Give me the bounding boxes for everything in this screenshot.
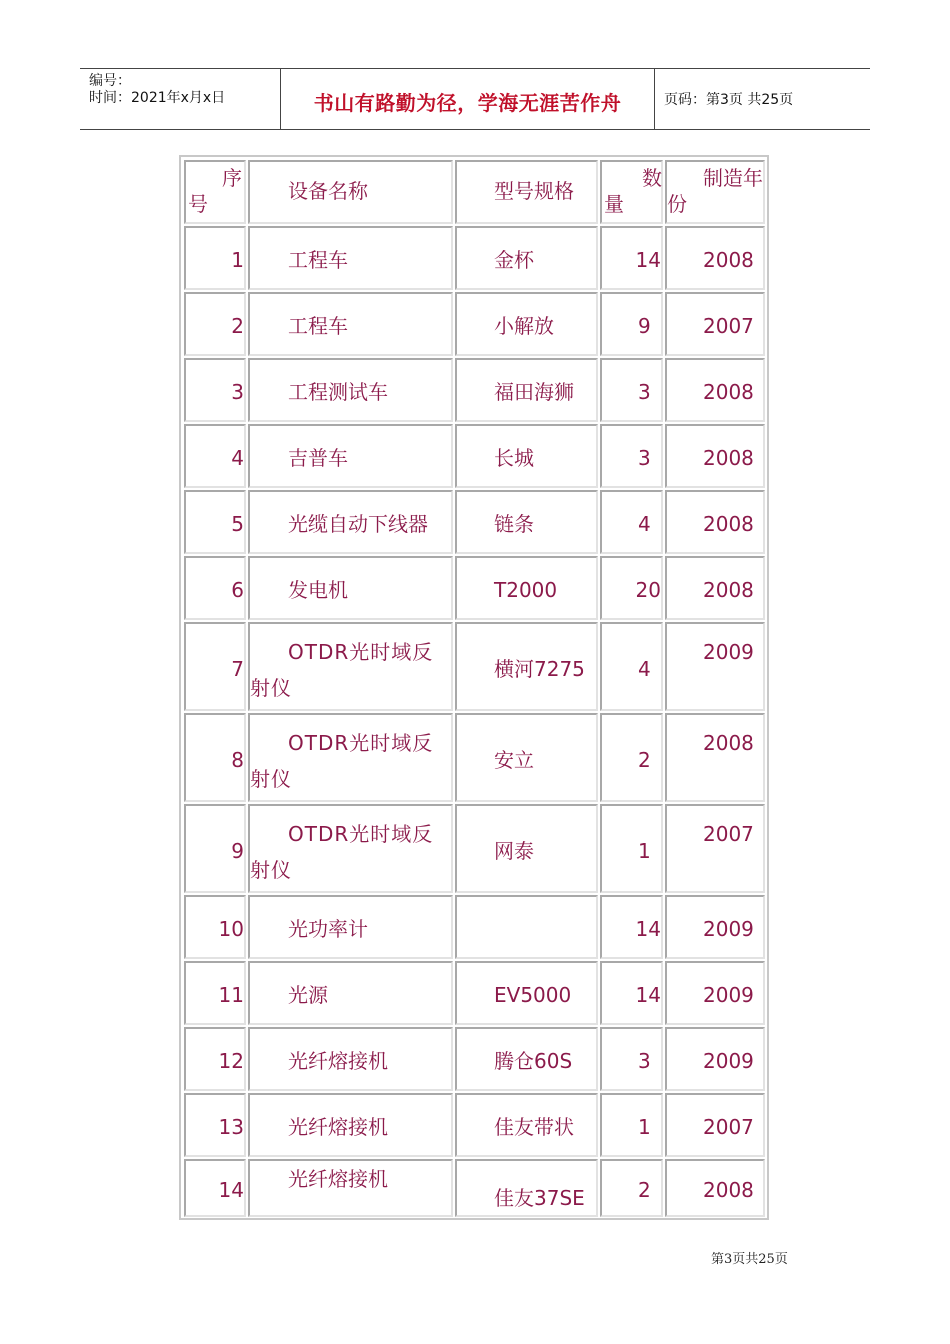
cell-text-model: EV5000 (494, 983, 572, 1007)
table-cell-no (184, 226, 246, 290)
footer-page-number: 第3页共25页 (711, 1252, 788, 1267)
table-cell-model (455, 961, 598, 1025)
cell-text-no: 2 (231, 314, 244, 338)
table-cell-year (665, 556, 765, 620)
table-cell-year (665, 895, 765, 959)
cell-text-model: 小解放 (494, 314, 554, 338)
table-cell-qty (600, 358, 663, 422)
table-cell-year (665, 713, 765, 802)
table-cell-name (248, 292, 453, 356)
cell-text-year: 2008 (703, 380, 754, 404)
table-cell-no (184, 622, 246, 711)
cell-text-no: 11 (218, 983, 244, 1007)
motto: 书山有路勤为径，学海无涯苦作舟 (313, 91, 622, 115)
table-cell-name (248, 424, 453, 488)
table-cell-no (184, 895, 246, 959)
table-cell-qty (600, 1159, 663, 1217)
cell-text-model: 佳友37SE (494, 1186, 585, 1210)
cell-text-year: 2008 (703, 731, 754, 755)
table-cell-model (455, 226, 598, 290)
table-cell-qty (600, 226, 663, 290)
table-cell-qty (600, 556, 663, 620)
cell-text-no: 7 (231, 657, 244, 681)
table-cell-qty (600, 961, 663, 1025)
cell-text-name: 光缆自动下线器 (288, 512, 428, 536)
header-cell (248, 160, 453, 224)
table-cell-name (248, 1159, 453, 1217)
cell-text-no: 8 (231, 748, 244, 772)
cell-text-no: 13 (218, 1115, 244, 1139)
cell-text-name: 工程车 (288, 314, 348, 338)
table-cell-year (665, 622, 765, 711)
table-cell-no (184, 961, 246, 1025)
table-cell-no (184, 490, 246, 554)
table-cell-model (455, 1027, 598, 1091)
table-cell-model (455, 292, 598, 356)
table-cell-model (455, 358, 598, 422)
cell-text-no: 3 (231, 380, 244, 404)
header-cell (184, 160, 246, 224)
column-header: 制造年份 (667, 166, 763, 216)
table-cell-qty (600, 895, 663, 959)
column-header: 设备名称 (288, 179, 368, 203)
table-cell-no (184, 1159, 246, 1217)
cell-text-model: 福田海狮 (494, 380, 574, 404)
column-header: 数量 (604, 166, 662, 216)
cell-text-year: 2008 (703, 1178, 754, 1202)
cell-text-model: 腾仓60S (494, 1049, 573, 1073)
header-cell (665, 160, 765, 224)
cell-text-name: 工程车 (288, 248, 348, 272)
cell-text-qty: 14 (635, 983, 661, 1007)
table-cell-year (665, 424, 765, 488)
table-cell-qty (600, 1027, 663, 1091)
table-cell-year (665, 358, 765, 422)
time-label: 时间：2021年x月x日 (89, 90, 226, 106)
table-cell-year (665, 292, 765, 356)
cell-text-year: 2009 (703, 1049, 754, 1073)
table-cell-name (248, 622, 453, 711)
cell-text-qty: 3 (638, 380, 651, 404)
table-cell-model (455, 622, 598, 711)
cell-text-model: 金杯 (494, 248, 534, 272)
table-cell-name (248, 490, 453, 554)
table-cell-year (665, 1159, 765, 1217)
table-cell-name (248, 1027, 453, 1091)
cell-text-model: 长城 (494, 446, 534, 470)
table-cell-name (248, 713, 453, 802)
table-cell-model (455, 1159, 598, 1217)
page-header (80, 68, 870, 130)
cell-text-year: 2008 (703, 248, 754, 272)
cell-text-no: 6 (231, 578, 244, 602)
cell-text-name: 光源 (288, 983, 328, 1007)
cell-text-model: 佳友带状 (494, 1115, 574, 1139)
cell-text-year: 2009 (703, 917, 754, 941)
table-cell-no (184, 292, 246, 356)
table-cell-name (248, 895, 453, 959)
cell-text-year: 2008 (703, 578, 754, 602)
cell-text-name: 工程测试车 (288, 380, 388, 404)
cell-text-year: 2007 (703, 1115, 754, 1139)
cell-text-name: 光纤熔接机 (288, 1115, 388, 1139)
cell-text-model: 网泰 (494, 839, 534, 863)
header-meta (80, 69, 281, 129)
table-cell-name (248, 358, 453, 422)
cell-text-no: 1 (231, 248, 244, 272)
cell-text-year: 2007 (703, 314, 754, 338)
table-cell-model (455, 804, 598, 893)
cell-text-name: OTDR光时域反射仪 (250, 640, 434, 700)
cell-text-no: 5 (231, 512, 244, 536)
cell-text-model: 安立 (494, 748, 534, 772)
cell-text-no: 4 (231, 446, 244, 470)
table-cell-qty (600, 1093, 663, 1157)
table-cell-no (184, 556, 246, 620)
header-cell (600, 160, 663, 224)
table-cell-model (455, 895, 598, 959)
column-header: 型号规格 (494, 179, 574, 203)
table-cell-no (184, 1093, 246, 1157)
cell-text-qty: 1 (638, 839, 651, 863)
cell-text-year: 2007 (703, 822, 754, 846)
cell-text-no: 9 (231, 839, 244, 863)
table-cell-name (248, 226, 453, 290)
table-cell-no (184, 1027, 246, 1091)
table-cell-no (184, 424, 246, 488)
table-cell-qty (600, 292, 663, 356)
table-cell-model (455, 713, 598, 802)
table-cell-year (665, 490, 765, 554)
cell-text-name: 光功率计 (288, 917, 368, 941)
table-cell-year (665, 961, 765, 1025)
cell-text-qty: 4 (638, 657, 651, 681)
table-cell-no (184, 713, 246, 802)
cell-text-model: 链条 (494, 512, 534, 536)
table-cell-name (248, 961, 453, 1025)
cell-text-name: OTDR光时域反射仪 (250, 822, 434, 882)
cell-text-qty: 2 (638, 1178, 651, 1202)
table-cell-year (665, 1027, 765, 1091)
cell-text-name: 光纤熔接机 (288, 1049, 388, 1073)
table-cell-model (455, 556, 598, 620)
cell-text-year: 2009 (703, 640, 754, 664)
cell-text-model: T2000 (494, 578, 558, 602)
cell-text-no: 10 (218, 917, 244, 941)
table-cell-qty (600, 713, 663, 802)
cell-text-qty: 2 (638, 748, 651, 772)
header-page-cell (655, 69, 870, 129)
number-label: 编号： (89, 73, 131, 89)
table-cell-model (455, 490, 598, 554)
header-cell (455, 160, 598, 224)
cell-text-qty: 9 (638, 314, 651, 338)
column-header: 序号 (188, 166, 242, 216)
cell-text-year: 2009 (703, 983, 754, 1007)
table-cell-model (455, 1093, 598, 1157)
table-cell-qty (600, 424, 663, 488)
cell-text-name: OTDR光时域反射仪 (250, 731, 434, 791)
header-motto-cell (281, 69, 655, 129)
cell-text-name: 光纤熔接机 (288, 1167, 388, 1191)
table-cell-year (665, 804, 765, 893)
table-cell-qty (600, 804, 663, 893)
page-label: 页码：第3页 共25页 (664, 92, 794, 108)
cell-text-qty: 20 (635, 578, 661, 602)
table-cell-qty (600, 490, 663, 554)
cell-text-qty: 1 (638, 1115, 651, 1139)
cell-text-qty: 4 (638, 512, 651, 536)
table-cell-name (248, 1093, 453, 1157)
cell-text-name: 吉普车 (288, 446, 348, 470)
cell-text-year: 2008 (703, 512, 754, 536)
cell-text-model: 横河7275 (494, 657, 585, 681)
equipment-table (179, 155, 769, 1220)
table-cell-year (665, 1093, 765, 1157)
cell-text-qty: 3 (638, 446, 651, 470)
table-cell-model (455, 424, 598, 488)
table-cell-no (184, 804, 246, 893)
cell-text-name: 发电机 (288, 578, 348, 602)
table-cell-name (248, 804, 453, 893)
table-cell-no (184, 358, 246, 422)
cell-text-no: 14 (218, 1178, 244, 1202)
cell-text-no: 12 (218, 1049, 244, 1073)
cell-text-qty: 3 (638, 1049, 651, 1073)
table-cell-qty (600, 622, 663, 711)
table-cell-year (665, 226, 765, 290)
cell-text-year: 2008 (703, 446, 754, 470)
cell-text-qty: 14 (635, 917, 661, 941)
cell-text-qty: 14 (635, 248, 661, 272)
table-cell-name (248, 556, 453, 620)
